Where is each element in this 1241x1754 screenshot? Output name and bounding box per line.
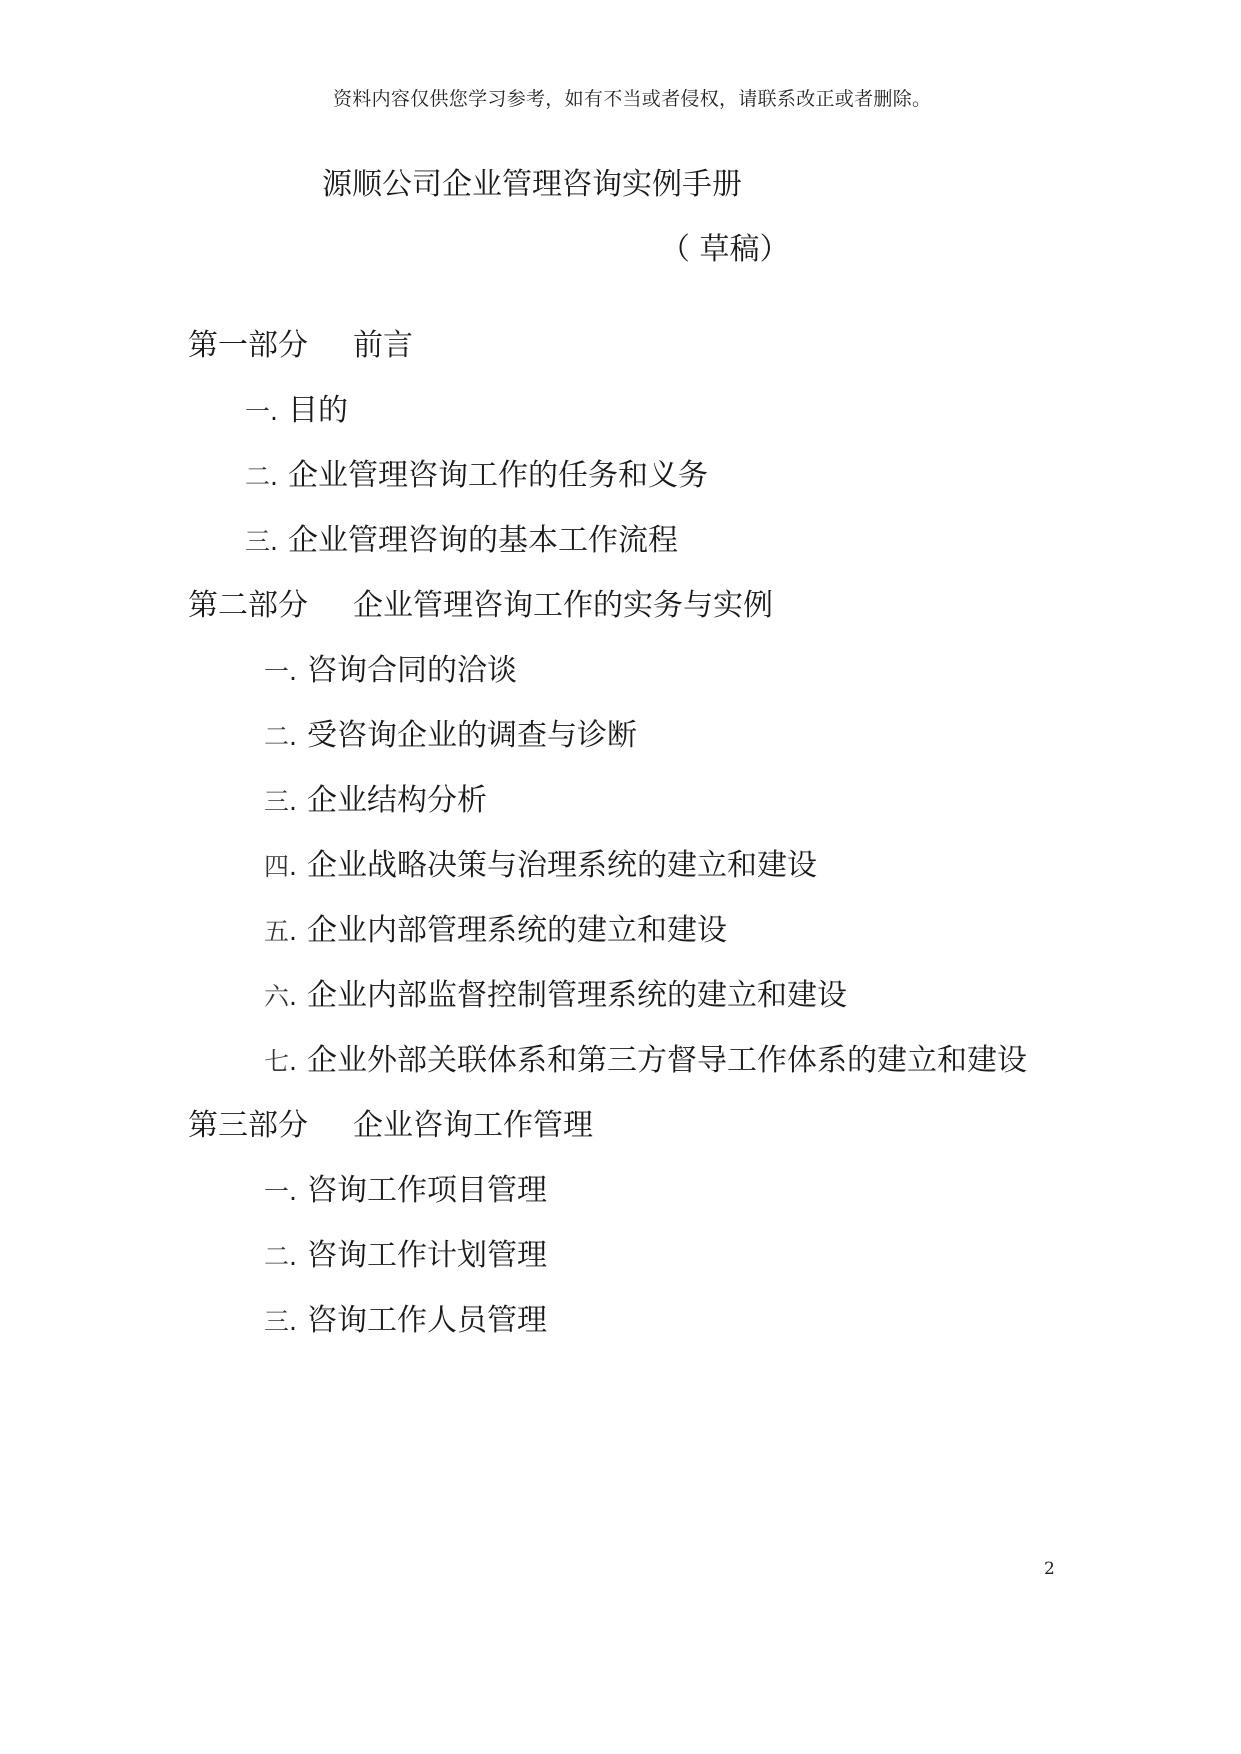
part-heading bbox=[188, 588, 773, 623]
part-label: 第二部分 bbox=[188, 588, 308, 623]
document-title: 源顺公司企业管理咨询实例手册 bbox=[322, 167, 742, 202]
item-text: 企业管理咨询的基本工作流程 bbox=[287, 523, 678, 558]
item-text: 咨询工作项目管理 bbox=[306, 1173, 547, 1208]
toc-item: 六. 企业内部监督控制管理系统的建立和建设 bbox=[264, 978, 847, 1013]
item-number: 二 bbox=[264, 1242, 290, 1271]
toc-item: 二. 受咨询企业的调查与诊断 bbox=[264, 718, 637, 753]
item-number: 二 bbox=[245, 462, 271, 491]
item-text: 企业内部管理系统的建立和建设 bbox=[306, 913, 727, 948]
toc-item: 一. 咨询合同的洽谈 bbox=[264, 653, 517, 688]
toc-item: 三. 企业结构分析 bbox=[264, 783, 487, 818]
item-number: 五 bbox=[264, 917, 290, 946]
part-title: 前言 bbox=[353, 328, 413, 363]
toc-item: 一. 咨询工作项目管理 bbox=[264, 1173, 547, 1208]
page-number: 2 bbox=[1044, 1559, 1055, 1579]
item-text: 咨询工作计划管理 bbox=[306, 1238, 547, 1273]
item-text: 受咨询企业的调查与诊断 bbox=[306, 718, 637, 753]
item-text: 企业管理咨询工作的任务和义务 bbox=[287, 458, 708, 493]
item-text: 企业内部监督控制管理系统的建立和建设 bbox=[306, 978, 847, 1013]
item-text: 咨询合同的洽谈 bbox=[306, 653, 517, 688]
item-text: 企业结构分析 bbox=[306, 783, 487, 818]
toc-item: 五. 企业内部管理系统的建立和建设 bbox=[264, 913, 727, 948]
part-label: 第三部分 bbox=[188, 1108, 308, 1143]
toc-item: 七. 企业外部关联体系和第三方督导工作体系的建立和建设 bbox=[264, 1043, 1027, 1078]
toc-item: 三. 企业管理咨询的基本工作流程 bbox=[245, 523, 678, 558]
part-title: 企业管理咨询工作的实务与实例 bbox=[353, 588, 773, 623]
disclaimer-notice: 资料内容仅供您学习参考，如有不当或者侵权，请联系改正或者删除。 bbox=[333, 88, 932, 110]
toc-item: 四. 企业战略决策与治理系统的建立和建设 bbox=[264, 848, 817, 883]
item-text: 企业外部关联体系和第三方督导工作体系的建立和建设 bbox=[306, 1043, 1027, 1078]
item-number: 二 bbox=[264, 722, 290, 751]
item-text: 企业战略决策与治理系统的建立和建设 bbox=[306, 848, 817, 883]
part-label: 第一部分 bbox=[188, 328, 308, 363]
toc-item: 三. 咨询工作人员管理 bbox=[264, 1303, 547, 1338]
part-title: 企业咨询工作管理 bbox=[353, 1108, 593, 1143]
toc-item: 一. 目的 bbox=[245, 393, 348, 428]
item-number: 一 bbox=[264, 657, 290, 686]
part-heading bbox=[188, 328, 413, 363]
part-heading bbox=[188, 1108, 593, 1143]
document-subtitle: （ 草稿） bbox=[660, 232, 790, 267]
item-number: 七 bbox=[264, 1047, 290, 1076]
item-number: 三 bbox=[245, 527, 271, 556]
item-number: 一 bbox=[245, 397, 271, 426]
item-number: 四 bbox=[264, 852, 290, 881]
item-number: 三 bbox=[264, 787, 290, 816]
toc-item: 二. 企业管理咨询工作的任务和义务 bbox=[245, 458, 708, 493]
item-text: 咨询工作人员管理 bbox=[306, 1303, 547, 1338]
toc-item: 二. 咨询工作计划管理 bbox=[264, 1238, 547, 1273]
item-text: 目的 bbox=[287, 393, 348, 428]
item-number: 六 bbox=[264, 982, 290, 1011]
item-number: 一 bbox=[264, 1177, 290, 1206]
item-number: 三 bbox=[264, 1307, 290, 1336]
